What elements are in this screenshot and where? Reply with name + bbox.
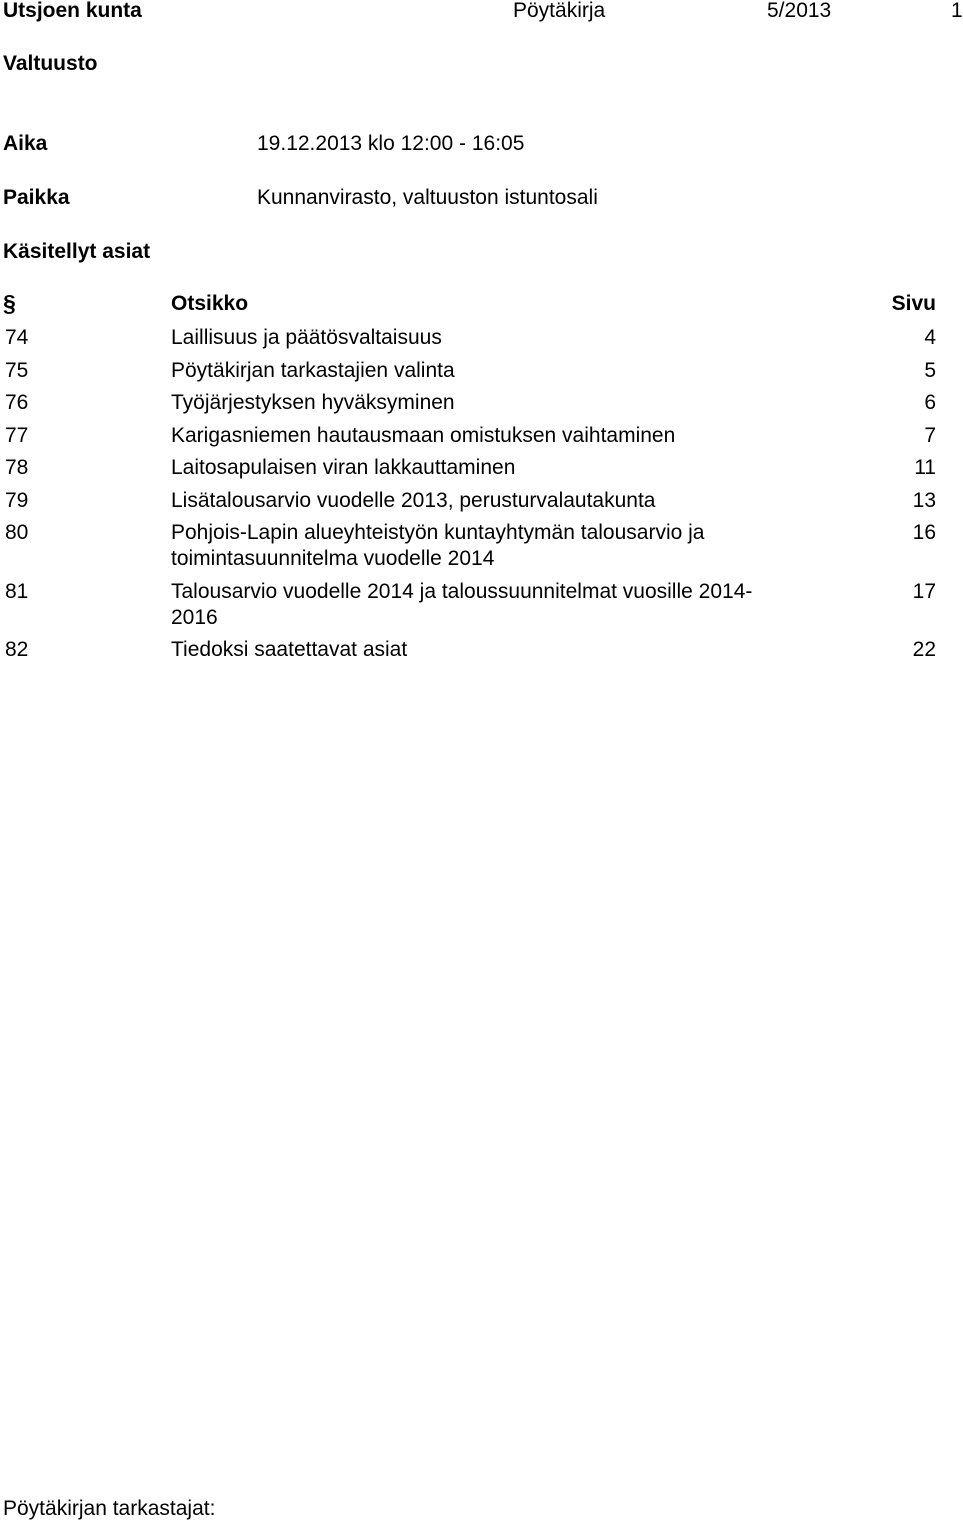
agenda-item-page: 4 [924, 326, 936, 349]
agenda-item-number: 80 [5, 521, 29, 544]
agenda-row [0, 325, 960, 351]
agenda-item-title: Laitosapulaisen viran lakkauttaminen [171, 456, 516, 479]
place-value: Kunnanvirasto, valtuuston istuntosali [257, 186, 598, 209]
page-column-header: Sivu [891, 292, 936, 315]
agenda-row [0, 637, 960, 663]
agenda-item-page: 11 [914, 456, 936, 479]
document-type: Pöytäkirja [513, 0, 606, 22]
agenda-item-page: 17 [912, 579, 936, 603]
time-value: 19.12.2013 klo 12:00 - 16:05 [257, 132, 525, 155]
agenda-item-title: Lisätalousarvio vuodelle 2013, perusturvalautakunta [171, 488, 656, 512]
title-column-header: Otsikko [171, 292, 249, 315]
agenda-row [0, 579, 960, 631]
agenda-item-page: 22 [912, 638, 936, 661]
agenda-item-page: 13 [912, 488, 936, 512]
document-number: 5/2013 [767, 0, 832, 22]
agenda-item-title: Työjärjestyksen hyväksyminen [171, 391, 455, 414]
agenda-item-title: Tiedoksi saatettavat asiat [171, 638, 408, 661]
agenda-row [0, 358, 960, 384]
agenda-item-title: Pohjois-Lapin alueyhteistyön kuntayhtymän talousarvio ja toimintasuunnitelma vuodelle 2014 [171, 521, 705, 570]
agenda-row [0, 423, 960, 449]
page-number: 1 [951, 0, 963, 22]
agenda-row [0, 390, 960, 416]
agenda-item-title: Pöytäkirjan tarkastajien valinta [171, 358, 455, 382]
agenda-table [0, 291, 960, 670]
agenda-item-number: 74 [5, 326, 29, 349]
agenda-item-page: 6 [924, 391, 936, 414]
agenda-heading: Käsitellyt asiat [3, 240, 151, 263]
agenda-item-number: 75 [5, 358, 29, 382]
agenda-item-title: Laillisuus ja päätösvaltaisuus [171, 326, 442, 349]
section-sign-icon: § [3, 290, 16, 316]
agenda-row [0, 488, 960, 514]
time-label: Aika [3, 132, 48, 155]
minutes-reviewers-label: Pöytäkirjan tarkastajat: [3, 1497, 216, 1520]
agenda-item-number: 82 [5, 638, 29, 661]
agenda-item-page: 5 [924, 358, 936, 382]
agenda-item-number: 78 [5, 456, 29, 479]
agenda-item-number: 79 [5, 488, 29, 512]
agenda-item-title: Talousarvio vuodelle 2014 ja taloussuunnitelmat vuosille 2014-2016 [171, 579, 753, 629]
agenda-item-title: Karigasniemen hautausmaan omistuksen vaihtaminen [171, 423, 676, 447]
governing-body: Valtuusto [3, 52, 98, 75]
agenda-row [0, 520, 960, 572]
agenda-item-page: 7 [924, 423, 936, 447]
agenda-item-number: 77 [5, 423, 29, 447]
municipality-name: Utsjoen kunta [3, 0, 142, 22]
agenda-rows [0, 325, 960, 663]
agenda-item-page: 16 [912, 521, 936, 544]
agenda-item-number: 76 [5, 391, 29, 414]
agenda-item-number: 81 [5, 579, 29, 603]
agenda-row [0, 455, 960, 481]
place-label: Paikka [3, 186, 70, 209]
agenda-table-header [0, 291, 960, 325]
